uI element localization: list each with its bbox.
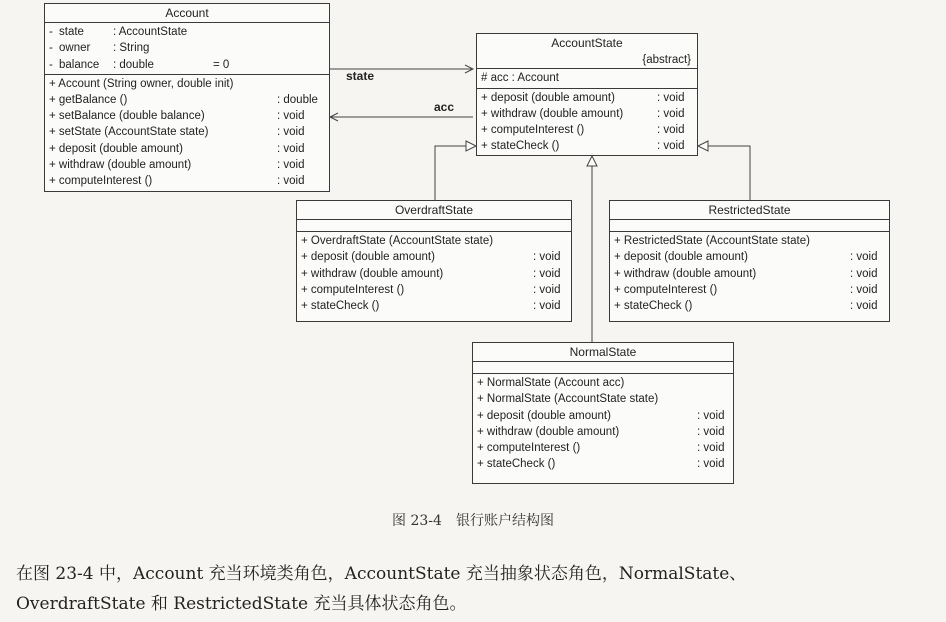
operation-row: + computeInterest () : void (481, 124, 685, 137)
class-name: OverdraftState (394, 203, 474, 217)
operation-row: + stateCheck () : void (301, 300, 561, 313)
class-normal-state[interactable] (472, 342, 734, 484)
class-name: Account (165, 6, 209, 20)
operation-row: + Account (String owner, double init) (49, 77, 234, 90)
operation-row: + deposit (double amount) : void (49, 142, 305, 155)
paragraph-line-1: 在图 23-4 中，Account 充当环境类角色，AccountState 充当抽象状态角色，NormalState、 (16, 564, 747, 584)
operation-row: + computeInterest () : void (301, 283, 561, 296)
class-overdraft-state[interactable] (296, 200, 572, 322)
attribute-row: - owner : String (49, 42, 150, 55)
restricted-generalization-triangle (698, 141, 708, 151)
attributes-section (610, 219, 889, 231)
attributes-section (297, 219, 571, 231)
overdraft-generalization-triangle (466, 141, 476, 151)
operation-row: + stateCheck () : void (481, 140, 685, 153)
operation-row: + stateCheck () : void (614, 300, 878, 313)
normal-generalization-triangle (587, 156, 597, 166)
paragraph-line-2: OverdraftState 和 RestrictedState 充当具体状态角色。 (16, 594, 467, 614)
attribute-row: - balance : double = 0 (49, 58, 230, 71)
figure-caption: 图 23-4 银行账户结构图 (392, 513, 554, 529)
operation-row: + withdraw (double amount) : void (481, 107, 685, 120)
operation-row: + NormalState (Account acc) (477, 377, 625, 390)
attribute-row: - state : AccountState (49, 26, 188, 39)
operation-row: + OverdraftState (AccountState state) (301, 235, 494, 248)
operation-row: + deposit (double amount) : void (481, 91, 685, 104)
operation-row: + computeInterest () : void (477, 442, 725, 455)
attributes-section (473, 361, 733, 373)
operation-row: + NormalState (AccountState state) (477, 393, 659, 406)
attributes-section (45, 22, 329, 74)
operation-row: + withdraw (double amount) : void (49, 158, 305, 171)
operations-section (477, 88, 697, 156)
operation-row: + deposit (double amount) : void (477, 409, 725, 422)
operations-section (45, 74, 329, 190)
operation-row: + computeInterest () : void (614, 283, 878, 296)
operations-section (473, 373, 733, 473)
state-association-label: state (346, 69, 375, 83)
operation-row: + deposit (double amount) : void (614, 251, 878, 264)
acc-association-label: acc (434, 100, 455, 114)
operation-row: + deposit (double amount) : void (301, 251, 561, 264)
overdraft-generalization-line (435, 146, 466, 200)
attribute-row: # acc : Account (481, 72, 559, 85)
operation-row: + withdraw (double amount) : void (477, 425, 725, 438)
class-name: AccountState (551, 36, 623, 50)
class-account-state[interactable] (476, 33, 698, 156)
operations-section (610, 231, 889, 315)
operation-row: + computeInterest () : void (49, 175, 305, 188)
class-restricted-state[interactable] (609, 200, 890, 322)
operation-row: + setState (AccountState state) : void (49, 126, 305, 139)
restricted-generalization-line (708, 146, 750, 200)
class-account[interactable] (44, 3, 330, 192)
class-name: NormalState (569, 345, 637, 359)
class-name: RestrictedState (708, 203, 791, 217)
operation-row: + withdraw (double amount) : void (301, 267, 561, 280)
abstract-stereotype: {abstract} (642, 54, 691, 67)
operation-row: + setBalance (double balance) : void (49, 110, 305, 123)
operation-row: + getBalance () : double (49, 94, 318, 107)
operations-section (297, 231, 571, 315)
operation-row: + RestrictedState (AccountState state) (614, 235, 810, 248)
operation-row: + stateCheck () : void (477, 458, 725, 471)
attributes-section (477, 68, 697, 87)
operation-row: + withdraw (double amount) : void (614, 267, 878, 280)
